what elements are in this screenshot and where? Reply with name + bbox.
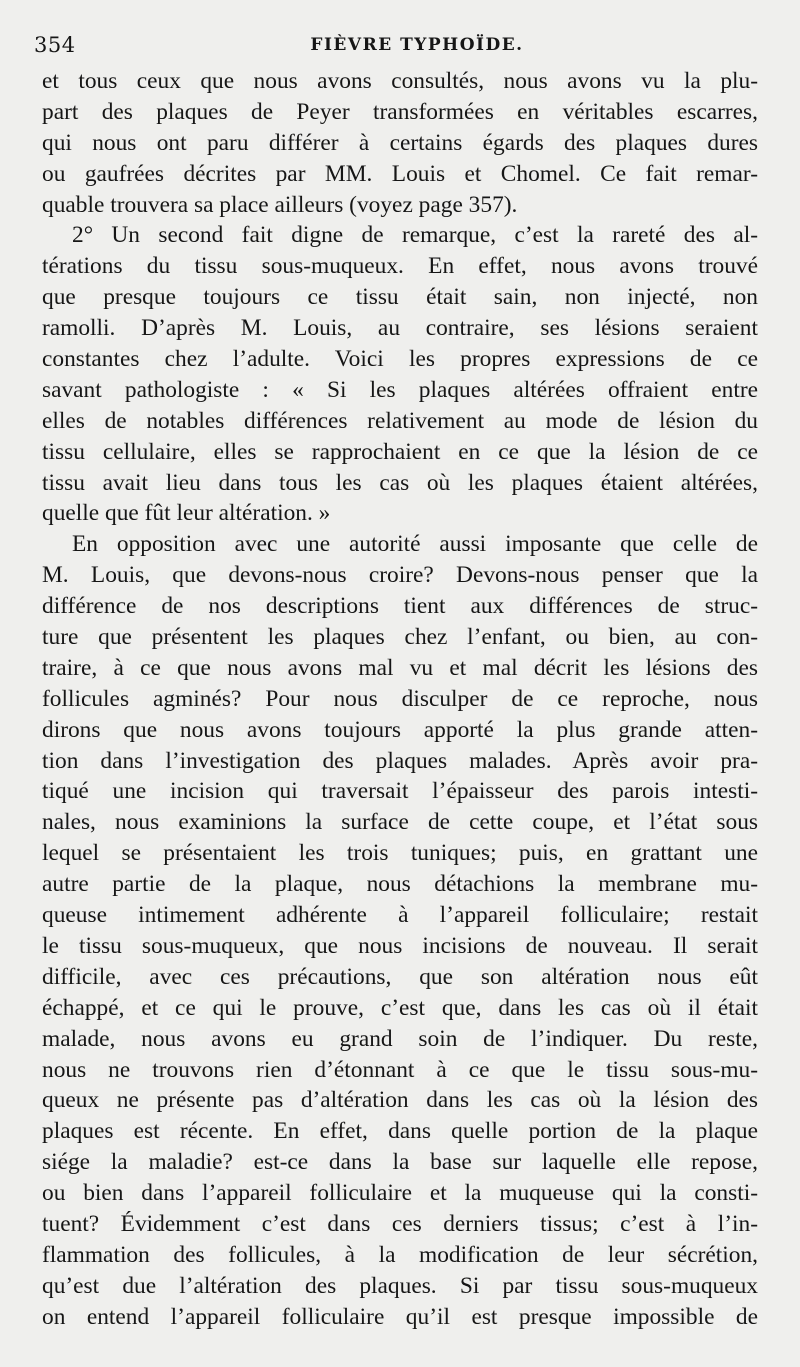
text-line: elles de notables différences relativement au mode de lésion du (42, 407, 758, 434)
text-line: 2° Un second fait digne de remarque, c’est la rareté des al- (72, 222, 758, 249)
page-number: 354 (34, 33, 76, 57)
text-line: ramolli. D’après M. Louis, au contraire, ses lésions seraient (42, 315, 758, 342)
page-header (34, 33, 760, 61)
text-line: M. Louis, que devons-nous croire? Devons-nous penser que la (42, 562, 758, 589)
text-line: térations du tissu sous-muqueux. En effet, nous avons trouvé (42, 253, 758, 280)
text-line: qu’est due l’altération des plaques. Si par tissu sous-muqueux (42, 1272, 758, 1299)
text-line: malade, nous avons eu grand soin de l’indiquer. Du reste, (42, 1025, 758, 1052)
text-line: difficile, avec ces précautions, que son altération nous eût (42, 963, 758, 990)
text-line: tissu avait lieu dans tous les cas où les plaques étaient altérées, (42, 469, 758, 496)
text-line: quable trouvera sa place ailleurs (voyez page 357). (42, 191, 518, 218)
text-line: lequel se présentaient les trois tuniques; puis, en grattant une (42, 840, 758, 867)
text-line: le tissu sous-muqueux, que nous incisions de nouveau. Il serait (42, 932, 758, 959)
running-title: FIÈVRE TYPHOÏDE. (310, 35, 524, 55)
text-line: on entend l’appareil folliculaire qu’il est presque impossible de (42, 1303, 758, 1330)
text-line: constantes chez l’adulte. Voici les propres expressions de ce (42, 346, 758, 373)
text-line: tion dans l’investigation des plaques malades. Après avoir pra- (42, 747, 758, 774)
text-line: quelle que fût leur altération. » (42, 500, 331, 527)
text-line: différence de nos descriptions tient aux différences de struc- (42, 593, 758, 620)
text-line: part des plaques de Peyer transformées en véritables escarres, (42, 98, 758, 125)
text-line: ture que présentent les plaques chez l’enfant, ou bien, au con- (42, 624, 758, 651)
text-line: qui nous ont paru différer à certains égards des plaques dures (42, 129, 758, 156)
text-line: que presque toujours ce tissu était sain, non injecté, non (42, 284, 758, 311)
text-line: nales, nous examinions la surface de cette coupe, et l’état sous (42, 809, 758, 836)
text-line: flammation des follicules, à la modification de leur sécrétion, (42, 1241, 758, 1268)
text-line: dirons que nous avons toujours apporté la plus grande atten- (42, 716, 758, 743)
text-line: ou gaufrées décrites par MM. Louis et Chomel. Ce fait remar- (42, 160, 758, 187)
text-line: tuent? Évidemment c’est dans ces derniers tissus; c’est à l’in- (42, 1210, 758, 1237)
text-line: En opposition avec une autorité aussi imposante que celle de (72, 531, 758, 558)
text-line: tissu cellulaire, elles se rapprochaient en ce que la lésion de ce (42, 438, 758, 465)
text-line: échappé, et ce qui le prouve, c’est que, dans les cas où il était (42, 994, 758, 1021)
text-line: queuse intimement adhérente à l’appareil folliculaire; restait (42, 902, 758, 929)
text-line: plaques est récente. En effet, dans quelle portion de la plaque (42, 1118, 758, 1145)
text-line: siége la maladie? est-ce dans la base sur laquelle elle repose, (42, 1149, 758, 1176)
text-line: savant pathologiste : « Si les plaques altérées offraient entre (42, 376, 758, 403)
text-line: traire, à ce que nous avons mal vu et mal décrit les lésions des (42, 654, 758, 681)
text-line: ou bien dans l’appareil folliculaire et la muqueuse qui la consti- (42, 1180, 758, 1207)
text-line: follicules agminés? Pour nous disculper de ce reproche, nous (42, 685, 758, 712)
text-line: nous ne trouvons rien d’étonnant à ce que le tissu sous-mu- (42, 1056, 758, 1083)
body-text (42, 66, 758, 1333)
text-line: autre partie de la plaque, nous détachions la membrane mu- (42, 871, 758, 898)
text-line: queux ne présente pas d’altération dans les cas où la lésion des (42, 1087, 758, 1114)
text-line: tiqué une incision qui traversait l’épaisseur des parois intesti- (42, 778, 758, 805)
text-line: et tous ceux que nous avons consultés, nous avons vu la plu- (42, 68, 758, 94)
